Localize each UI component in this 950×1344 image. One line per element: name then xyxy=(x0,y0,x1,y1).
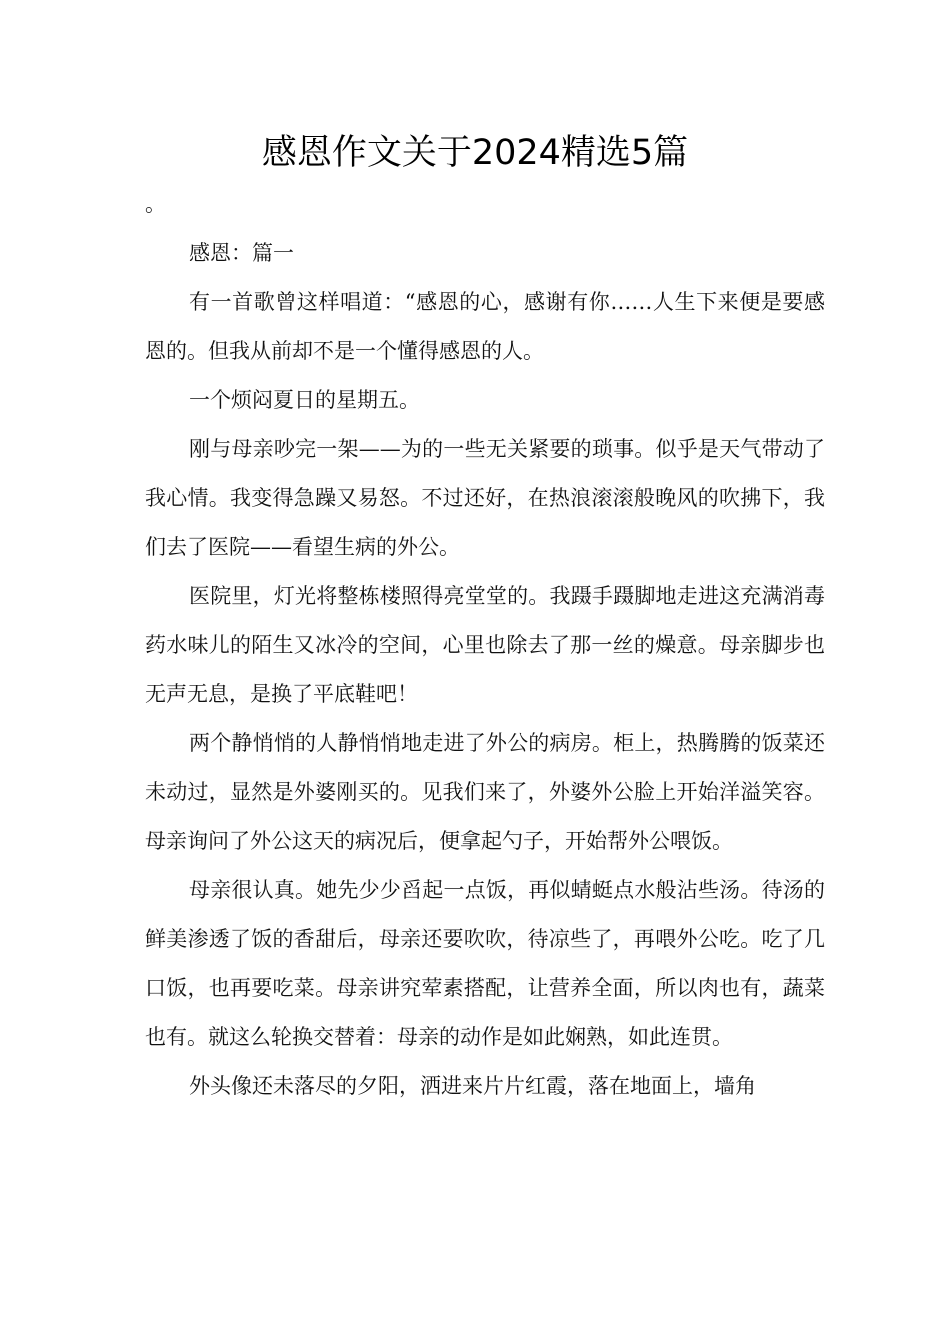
paragraph: 一个烦闷夏日的星期五。 xyxy=(189,388,420,412)
paragraph: 外头像还未落尽的夕阳，洒进来片片红霞，落在地面上，墙角 xyxy=(189,1074,756,1098)
paragraph: 刚与母亲吵完一架——为的一些无关紧要的琐事。似乎是天气带动了我心情。我变得急躁又易怒。不过还好，在热浪滚滚般晚风的吹拂下，我们去了医院——看望生病的外公。 xyxy=(145,437,825,559)
paragraph: 两个静悄悄的人静悄悄地走进了外公的病房。柜上，热腾腾的饭菜还未动过，显然是外婆刚买的。见我们来了，外婆外公脸上开始洋溢笑容。母亲询问了外公这天的病况后，便拿起勺子，开始帮外公喂饭。 xyxy=(145,731,825,853)
paragraph: 母亲很认真。她先少少舀起一点饭，再似蜻蜓点水般沾些汤。待汤的鲜美渗透了饭的香甜后，母亲还要吹吹，待凉些了，再喂外公吃。吃了几口饭，也再要吃菜。母亲讲究荤素搭配，让营养全面，所以肉也有，蔬菜也有。就这么轮换交替着：母亲的动作是如此娴熟，如此连贯。 xyxy=(145,878,825,1049)
document-title: 感恩作文关于2024精选5篇 xyxy=(261,133,689,173)
paragraph: 。 xyxy=(145,192,166,216)
section-heading: 感恩：篇一 xyxy=(189,241,294,265)
document-body xyxy=(145,180,825,1111)
paragraph: 医院里，灯光将整栋楼照得亮堂堂的。我蹑手蹑脚地走进这充满消毒药水味儿的陌生又冰冷的空间，心里也除去了那一丝的燥意。母亲脚步也无声无息，是换了平底鞋吧！ xyxy=(145,584,825,706)
paragraph: 有一首歌曾这样唱道：“感恩的心，感谢有你……人生下来便是要感恩的。但我从前却不是一个懂得感恩的人。 xyxy=(145,290,825,363)
